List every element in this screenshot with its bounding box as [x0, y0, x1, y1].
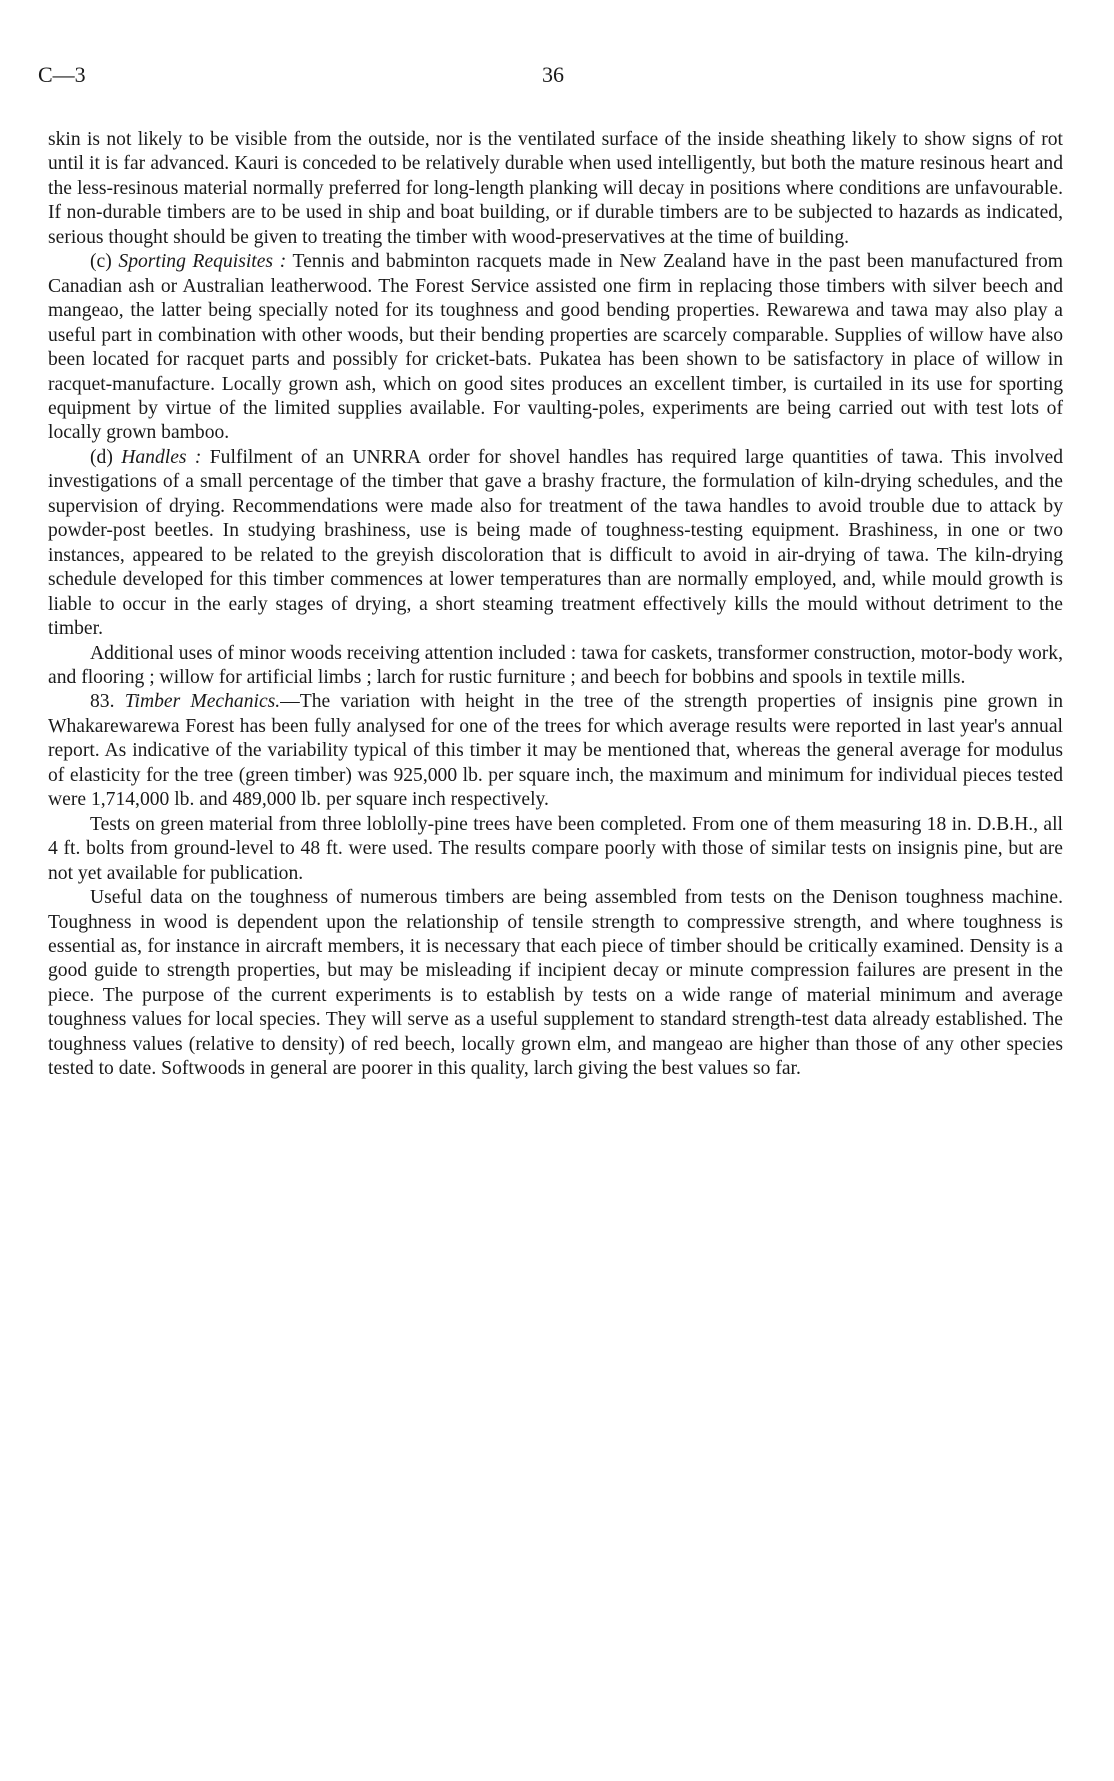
paragraph — [48, 128, 1063, 250]
report-code: C—3 — [38, 62, 86, 87]
paragraph-text: Additional uses of minor woods receiving attention included : tawa for caskets, transformer construction, motor-body work, and flooring ; willow for artificial limbs ; larch for rustic furniture ; and beech for bobbins and spools in textile mills. — [48, 642, 1063, 688]
paragraph-sporting-requisites — [48, 250, 1063, 446]
paragraph-lead: (c) — [90, 251, 119, 273]
page-header — [38, 62, 1068, 92]
paragraph-text: Useful data on the toughness of numerous timbers are being assembled from tests on the Denison toughness machine. Toughness in wood is dependent upon the relationship of tensile strength to compressive strength, and where toughness is essential as, for instance in aircraft members, it is necessary that each piece of timber should be critically examined. Density is a good guide to strength properties, but may be misleading if incipient decay or minute compression failures are present in the piece. The purpose of the current experiments is to establish by tests on a wide range of material minimum and average toughness values for local species. They will serve as a useful supplement to standard strength-test data already established. The toughness values (relative to density) of red beech, locally grown elm, and mangeao are higher than those of any other species tested to date. Softwoods in general are poorer in this quality, larch giving the best values so far. — [48, 887, 1063, 1080]
paragraph-timber-mechanics — [48, 690, 1063, 812]
paragraph-text: —The variation with height in the tree of the strength properties of insignis pine grown in Whakarewarewa Forest has been fully analysed for one of the trees for which average results were reported in last year's annual report. As indicative of the variability typical of this timber it may be mentioned that, whereas the general average for modulus of elasticity for the tree (green timber) was 925,000 lb. per square inch, the maximum and minimum for individual pieces tested were 1,714,000 lb. and 489,000 lb. per square inch respectively. — [48, 691, 1064, 811]
paragraph-lead: 83. — [90, 691, 125, 713]
paragraph-title: Timber Mechanics. — [124, 691, 281, 713]
paragraph-title: Sporting Requisites : — [118, 251, 287, 273]
paragraph — [48, 642, 1063, 691]
paragraph — [48, 813, 1063, 886]
paragraph-title: Handles : — [121, 446, 202, 468]
paragraph-lead: (d) — [90, 446, 122, 468]
paragraph-text: Tennis and babminton racquets made in New Zealand have in the past been manufactured from Canadian ash or Australian leatherwood. The Forest Service assisted one firm in replacing those timbers with silver beech and mangeao, the latter being specially noted for its toughness and good bending properties. Rewarewa and tawa may also play a useful part in combination with other woods, but their bending properties are scarcely comparable. Supplies of willow have also been located for racquet parts and possibly for cricket-bats. Pukatea has been shown to be satisfactory in place of willow in racquet-manufacture. Locally grown ash, which on good sites produces an excellent timber, is curtailed in its use for sporting equipment by virtue of the limited supplies available. For vaulting-poles, experiments are being carried out with test lots of locally grown bamboo. — [48, 251, 1064, 444]
paragraph — [48, 886, 1063, 1082]
body-text — [48, 128, 1063, 1082]
paragraph-handles — [48, 446, 1063, 642]
paragraph-text: skin is not likely to be visible from the outside, nor is the ventilated surface of the inside sheathing likely to show signs of rot until it is far advanced. Kauri is conceded to be relatively durable when used intelligently, but both the mature resinous heart and the less-resinous material normally preferred for long-length planking will decay in positions where conditions are unfavourable. If non-durable timbers are to be used in ship and boat building, or if durable timbers are to be subjected to hazards as indicated, serious thought should be given to treating the timber with wood-preservatives at the time of building. — [48, 129, 1063, 248]
paragraph-text: Fulfilment of an UNRRA order for shovel handles has required large quantities of tawa. This involved investigations of a small percentage of the timber that gave a brashy fracture, the formulation of kiln-drying schedules, and the supervision of drying. Recommendations were made also for treatment of the tawa handles to avoid trouble due to attack by powder-post beetles. In studying brashiness, use is being made of toughness-testing equipment. Brashiness, in one or two instances, appeared to be related to the greyish discoloration that is difficult to avoid in air-drying of tawa. The kiln-drying schedule developed for this timber commences at lower temperatures than are normally employed, and, while mould growth is liable to occur in the early stages of drying, a short steaming treatment effectively kills the mould without detriment to the timber. — [48, 446, 1064, 640]
page-number: 36 — [542, 62, 564, 87]
paragraph-text: Tests on green material from three loblolly-pine trees have been completed. From one of them measuring 18 in. D.B.H., all 4 ft. bolts from ground-level to 48 ft. were used. The results compare poorly with those of similar tests on insignis pine, but are not yet available for publication. — [48, 813, 1063, 884]
